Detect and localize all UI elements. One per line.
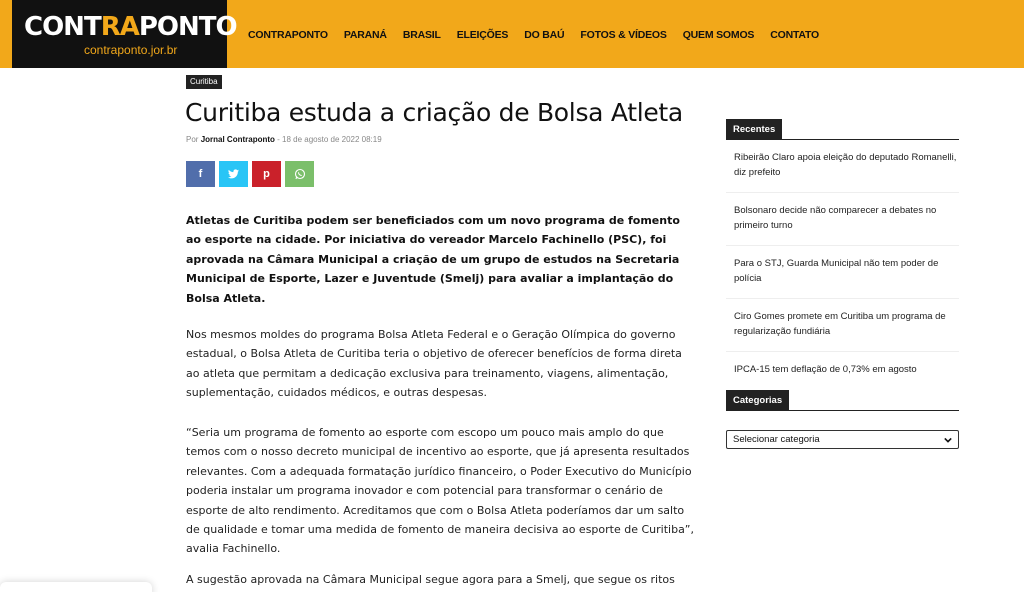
- recent-post-link[interactable]: Para o STJ, Guarda Municipal não tem poder de polícia: [726, 256, 959, 299]
- recent-post-link[interactable]: Ciro Gomes promete em Curitiba um programa de regularização fundiária: [726, 309, 959, 352]
- article-paragraph: Nos mesmos moldes do programa Bolsa Atleta Federal e o Geração Olímpica do governo estadual, o Bolsa Atleta de Curitiba teria o objetivo de oferecer benefícios de forma direta ao atleta que permitam a dedicação exclusiva para treinamento, viagens, alimentação, suplementação, cuidados médicos, e outras despesas.: [186, 328, 682, 400]
- recent-post-link[interactable]: Bolsonaro decide não comparecer a debates no primeiro turno: [726, 203, 959, 246]
- whatsapp-icon: [294, 168, 306, 180]
- recent-post-link[interactable]: IPCA-15 tem deflação de 0,73% em agosto: [734, 364, 917, 375]
- chevron-down-icon: [944, 436, 952, 444]
- sidebar-recent: [726, 119, 959, 399]
- twitter-icon: [228, 169, 239, 179]
- byline-prefix: Por: [186, 135, 199, 144]
- nav-item-contraponto[interactable]: CONTRAPONTO: [248, 29, 328, 41]
- article-paragraph: “Seria um programa de fomento ao esporte com escopo um pouco mais amplo do que temos com o nosso decreto municipal de incentivo ao esporte, que já apresenta resultados relevantes. Com a adequada formatação jurídico financeiro, o Poder Executivo do Município poderia instalar um programa inovador e com potencial para transformar o cenário de esporte de alto rendimento. Acreditamos que com o Bolsa Atleta poderíamos dar um salto de qualidade e tomar uma medida de fomento de maneira decisiva ao esporte de Curitiba”, avalia Fachinello.: [186, 426, 695, 556]
- article-lead: Atletas de Curitiba podem ser beneficiados com um novo programa de fomento ao esporte na cidade. Por iniciativa do vereador Marcelo Fachinello (PSC), foi aprovada na Câmara Municipal a criação de um grupo de estudos na Secretaria Municipal de Esporte, Lazer e Juventude (Smelj) para avaliar a implantação do Bolsa Atleta.: [186, 214, 680, 305]
- logo-wordmark: CONTRAPONTO: [24, 12, 237, 42]
- article-title: Curitiba estuda a criação de Bolsa Atleta: [185, 98, 683, 127]
- nav-item-quem-somos[interactable]: QUEM SOMOS: [682, 29, 755, 41]
- whatsapp-share-button[interactable]: [285, 161, 314, 187]
- sidebar-categories: [726, 390, 959, 449]
- category-tag[interactable]: Curitiba: [186, 75, 222, 89]
- logo-subtitle: contraponto.jor.br: [84, 43, 178, 57]
- site-header: [0, 0, 1024, 68]
- category-select-value: Selecionar categoria: [733, 434, 820, 445]
- recent-post-link[interactable]: Ribeirão Claro apoia eleição do deputado Romanelli, diz prefeito: [726, 150, 959, 193]
- recent-list: [726, 150, 959, 389]
- nav-item-do-bau[interactable]: DO BAÚ: [524, 29, 565, 41]
- site-logo[interactable]: [12, 0, 237, 68]
- byline-separator: -: [277, 135, 283, 144]
- facebook-share-button[interactable]: [186, 161, 215, 187]
- article-author[interactable]: Jornal Contraponto: [200, 135, 275, 144]
- share-buttons: [186, 161, 314, 187]
- main-nav: [248, 29, 835, 41]
- recent-title: Recentes: [726, 119, 782, 140]
- article-paragraph: A sugestão aprovada na Câmara Municipal segue agora para a Smelj, que segue os ritos: [186, 573, 675, 586]
- bottom-left-popup-edge: [0, 582, 152, 592]
- pinterest-share-button[interactable]: [252, 161, 281, 187]
- widget-title-bar: [726, 119, 959, 140]
- nav-item-eleicoes[interactable]: ELEIÇÕES: [456, 29, 509, 41]
- category-select[interactable]: [726, 430, 959, 449]
- nav-item-parana[interactable]: PARANÁ: [343, 29, 387, 41]
- pinterest-icon: p: [263, 168, 270, 180]
- nav-item-fotos-videos[interactable]: FOTOS & VÍDEOS: [580, 29, 667, 41]
- twitter-share-button[interactable]: [219, 161, 248, 187]
- nav-item-brasil[interactable]: BRASIL: [402, 29, 441, 41]
- nav-item-contato[interactable]: CONTATO: [770, 29, 819, 41]
- article-date: 18 de agosto de 2022 08:19: [282, 135, 382, 144]
- widget-title-bar: [726, 390, 959, 411]
- categories-title: Categorias: [726, 390, 789, 411]
- article-byline: [186, 135, 382, 144]
- facebook-icon: f: [198, 168, 203, 180]
